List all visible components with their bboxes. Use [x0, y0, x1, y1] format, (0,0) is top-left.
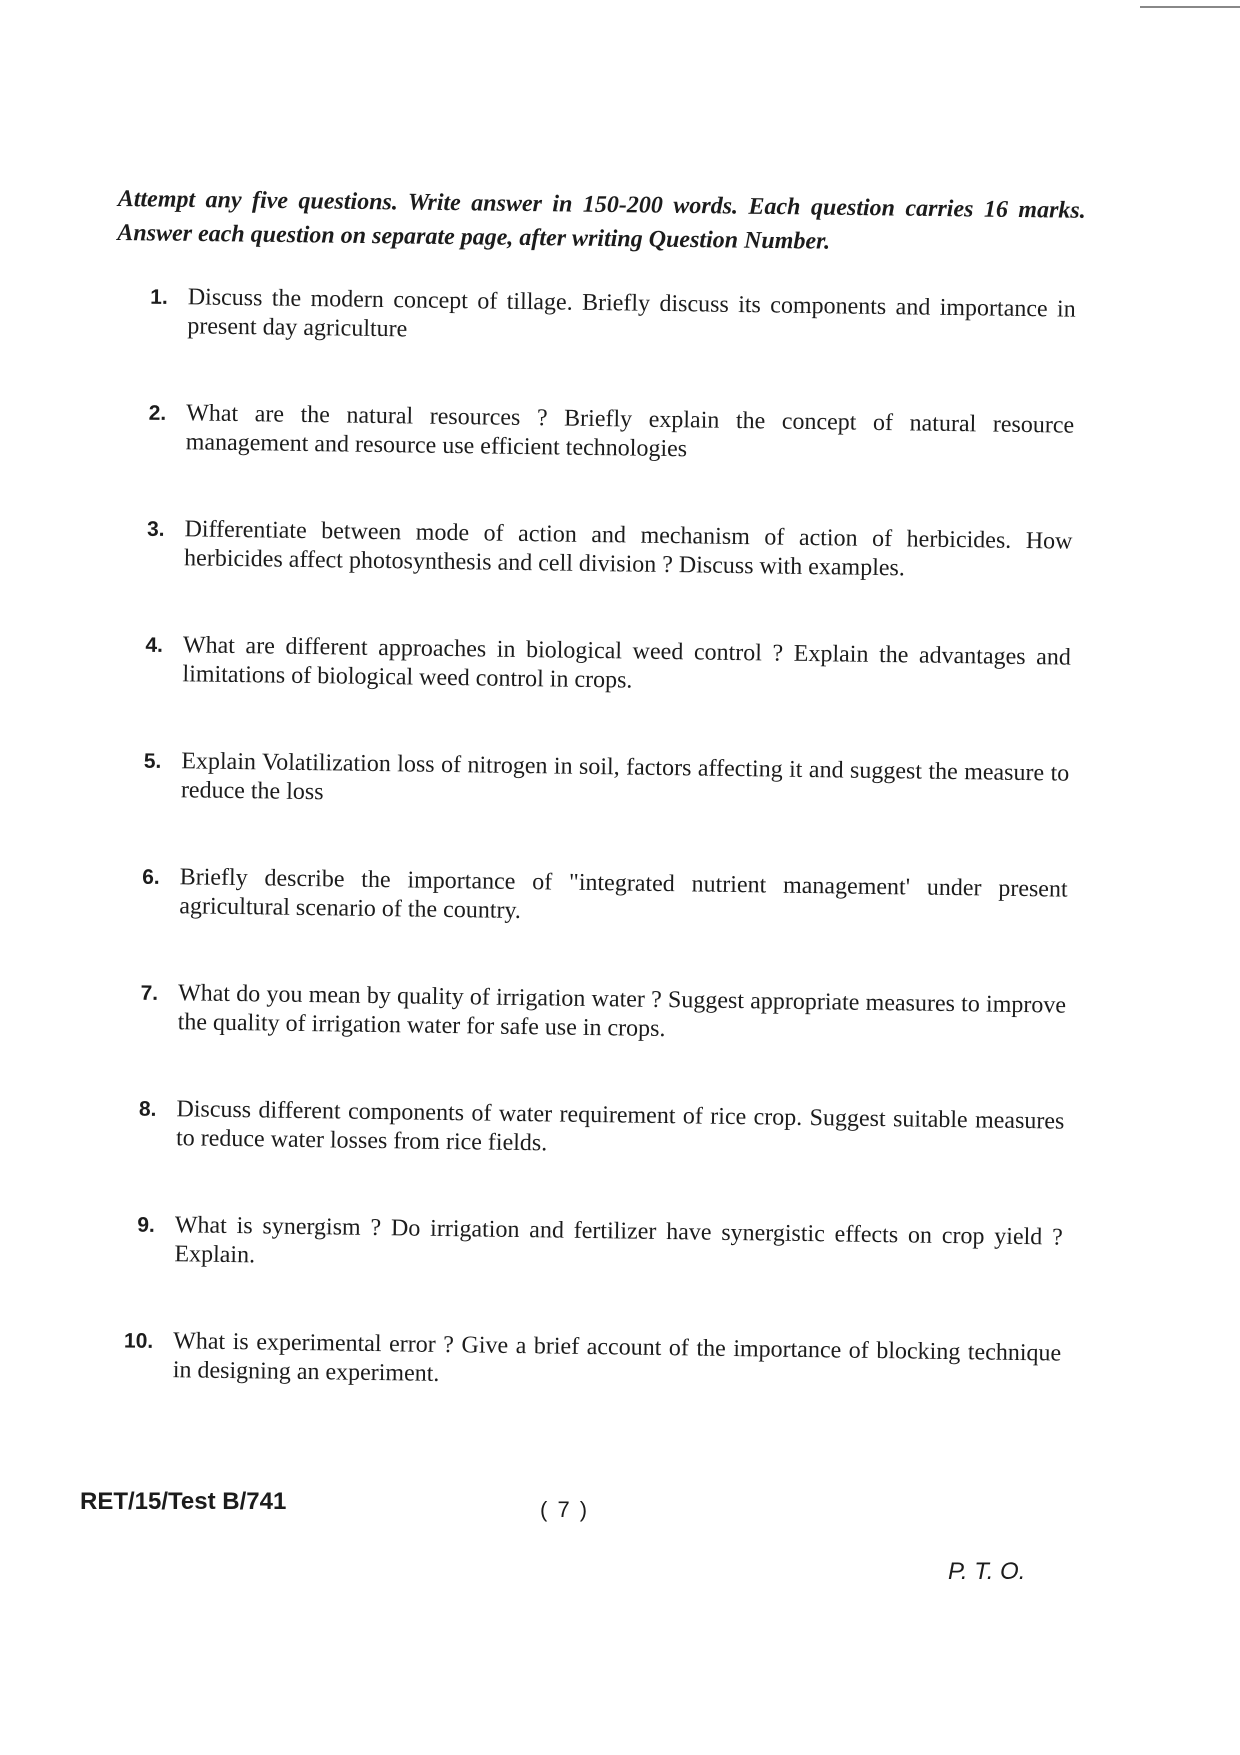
page-number: ( 7 )	[540, 1497, 590, 1522]
question-text: Discuss different components of water requirement of rice crop. Suggest suitable measures to reduce water losses from rice fields.	[175, 1096, 1065, 1157]
question-item	[83, 1094, 1065, 1224]
question-number: 1.	[150, 285, 168, 310]
question-item	[86, 862, 1068, 992]
question-item	[88, 746, 1070, 876]
question-number: 10.	[123, 1329, 154, 1353]
exam-instructions: Attempt any five questions. Write answer in 150-200 words. Each question carries 16 marks. Answer each question on separate page, after writing Question Number.	[117, 185, 1086, 255]
top-edge-rule	[1140, 6, 1240, 8]
question-list	[80, 282, 1076, 1456]
question-item	[81, 1210, 1063, 1340]
question-item	[90, 630, 1072, 760]
question-text: Discuss the modern concept of tillage. Briefly discuss its components and importance in present day agriculture	[187, 284, 1076, 343]
question-item	[80, 1326, 1062, 1456]
question-text: What are different approaches in biological weed control ? Explain the advantages and limitations of biological weed control in crops.	[182, 632, 1072, 694]
question-number: 6.	[142, 865, 160, 889]
question-text: Briefly describe the importance of "integrated nutrient management' under present agricultural scenario of the country.	[179, 864, 1068, 924]
question-number: 2.	[148, 401, 167, 425]
question-text: What is experimental error ? Give a brief account of the importance of blocking technique in designing an experiment.	[172, 1328, 1062, 1387]
paper-code: RET/15/Test B/741	[80, 1488, 287, 1515]
question-item	[91, 514, 1073, 644]
question-text: What are the natural resources ? Briefly explain the concept of natural resource management and resource use efficient technologies	[185, 400, 1075, 463]
question-number: 4.	[145, 633, 164, 657]
question-text: What is synergism ? Do irrigation and fertilizer have synergistic effects on crop yield ? Explain.	[174, 1212, 1063, 1269]
question-text: Explain Volatilization loss of nitrogen in soil, factors affecting it and suggest the measure to reduce the loss	[180, 748, 1070, 806]
question-number: 7.	[140, 981, 159, 1005]
question-item	[85, 978, 1067, 1108]
question-item	[93, 398, 1075, 528]
question-number: 8.	[138, 1097, 157, 1121]
question-number: 5.	[143, 749, 162, 773]
question-number: 9.	[137, 1213, 155, 1237]
question-text: Differentiate between mode of action and mechanism of action of herbicides. How herbicides affect photosynthesis and cell division ? Discuss with examples.	[183, 516, 1073, 582]
question-item	[94, 282, 1076, 412]
question-text: What do you mean by quality of irrigation water ? Suggest appropriate measures to improve the quality of irrigation water for safe use in crops.	[177, 980, 1067, 1043]
please-turn-over: P. T. O.	[948, 1558, 1026, 1585]
question-number: 3.	[146, 517, 165, 541]
